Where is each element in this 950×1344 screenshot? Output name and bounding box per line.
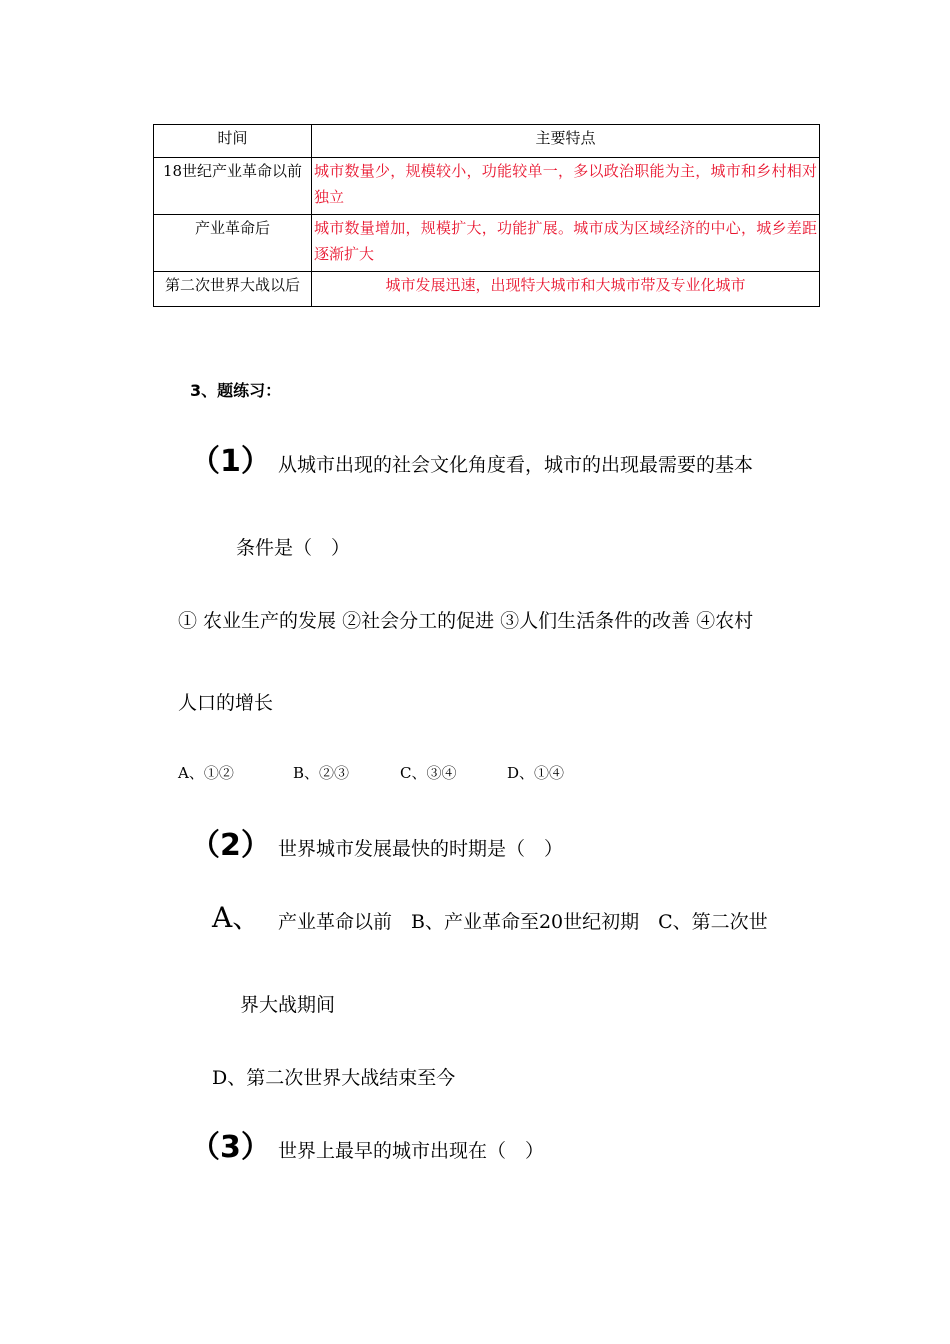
q1-statements-line1: ① 农业生产的发展 ②社会分工的促进 ③人们生活条件的改善 ④农村 [178, 610, 754, 632]
q2-option-a-letter: A、 [212, 901, 261, 934]
feature-cell: 城市发展迅速，出现特大城市和大城市带及专业化城市 [312, 272, 820, 307]
q2-number: （2） [190, 828, 271, 863]
period-cell: 产业革命后 [154, 215, 312, 272]
period-cell: 第二次世界大战以后 [154, 272, 312, 307]
city-development-table [153, 124, 820, 307]
q3-number: （3） [190, 1130, 271, 1165]
q2-text: 世界城市发展最快的时期是（ ） [278, 838, 564, 860]
q1-text-line1: 从城市出现的社会文化角度看，城市的出现最需要的基本 [278, 454, 754, 476]
table-row [154, 215, 820, 272]
q1-number: （1） [190, 444, 271, 479]
q1-option-a: A、①② [178, 764, 234, 782]
period-cell: 18世纪产业革命以前 [154, 158, 312, 215]
q1-option-b: B、②③ [293, 764, 350, 782]
header-features: 主要特点 [312, 125, 820, 158]
q3-text: 世界上最早的城市出现在（ ） [278, 1140, 545, 1162]
table-row [154, 272, 820, 307]
table-row [154, 158, 820, 215]
header-time: 时间 [154, 125, 312, 158]
q2-option-d: D、第二次世界大战结束至今 [212, 1067, 456, 1089]
q1-option-d: D、①④ [507, 764, 565, 782]
q1-option-c: C、③④ [400, 764, 457, 782]
section-title: 3、题练习： [190, 381, 282, 400]
feature-cell: 城市数量增加，规模扩大，功能扩展。城市成为区域经济的中心，城乡差距逐渐扩大 [312, 215, 820, 272]
q2-options-line1: 产业革命以前 B、产业革命至20世纪初期 C、第二次世 [278, 911, 768, 933]
table-header-row [154, 125, 820, 158]
q2-options-line2: 界大战期间 [240, 994, 336, 1016]
q1-statements-line2: 人口的增长 [178, 692, 274, 714]
feature-cell: 城市数量少，规模较小，功能较单一，多以政治职能为主，城市和乡村相对独立 [312, 158, 820, 215]
q1-text-line2: 条件是（ ） [236, 537, 351, 559]
